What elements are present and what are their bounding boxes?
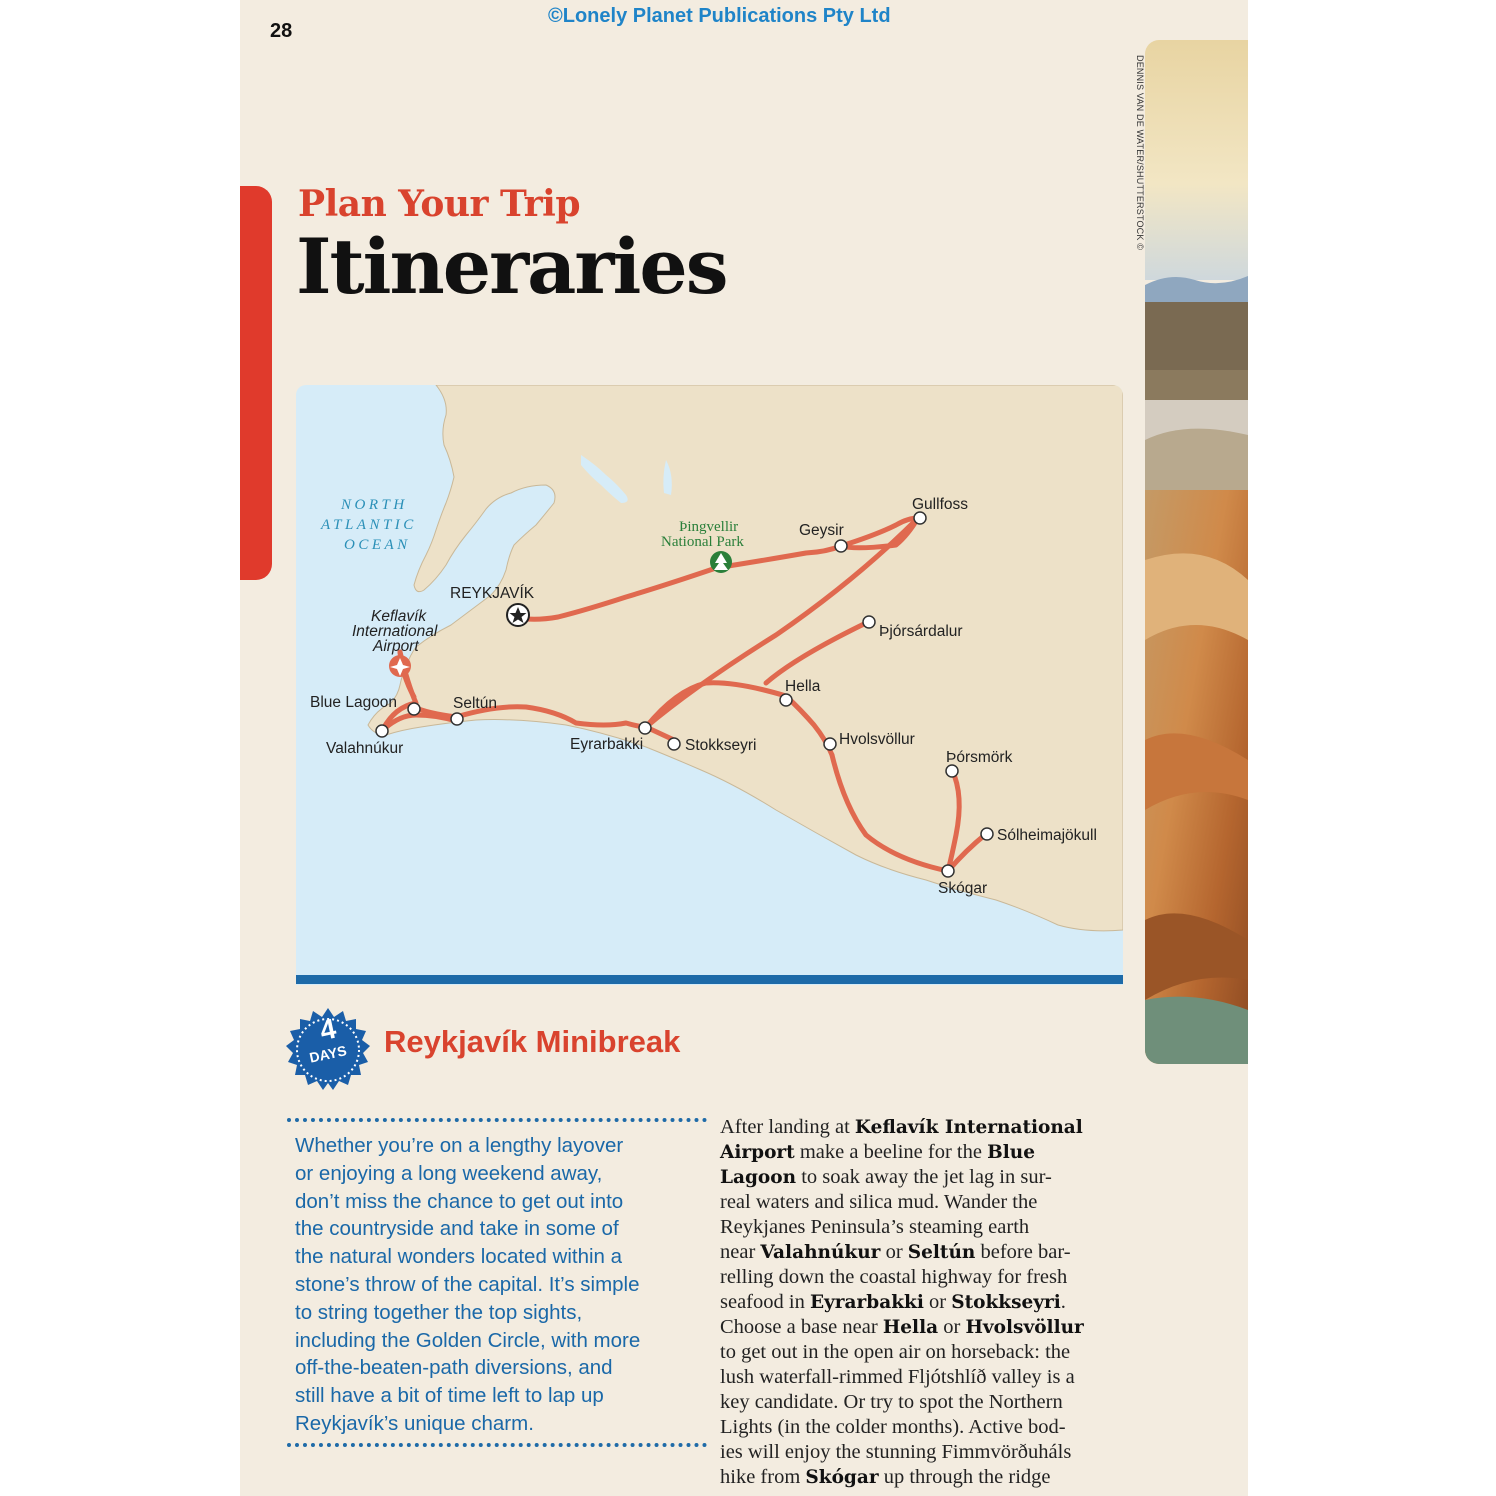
thorsmork-label: Þórsmörk [946, 749, 1013, 766]
marker-stokkseyri [668, 738, 680, 750]
marker-thjorsardalur [863, 616, 875, 628]
marker-thorsmork [946, 765, 958, 777]
duration-badge [284, 1006, 372, 1094]
park-label-2: National Park [661, 534, 744, 550]
intro-bottom-divider [287, 1443, 707, 1447]
section-kicker: Plan Your Trip [298, 183, 581, 225]
park-label-1: Þingvellir [679, 519, 739, 535]
marker-hella [780, 694, 792, 706]
ocean-label-3: OCEAN [344, 537, 411, 553]
ocean-label-2: ATLANTIC [321, 517, 417, 533]
marker-hvolsvollur [824, 738, 836, 750]
hvolsvollur-label: Hvolsvöllur [839, 731, 915, 748]
map-graphic [296, 385, 1123, 985]
marker-seltun [451, 713, 463, 725]
park-marker [710, 551, 732, 573]
eyrarbakki-label: Eyrarbakki [570, 736, 644, 753]
body-text: After landing at Keflavík International Airport make a beeline for the Blue Lagoon to soak away the jet lag in sur- real waters and silica mud. Wander the Reykjanes Peninsula’s steaming earth near Valahnúkur or Seltún before bar- relling down the coastal highway for fresh seafood in Eyrarbakki or Stokkseyri. Choose a base near Hella or Hvolsvöllur to get out in the open air on horseback: the lush waterfall-rimmed Fljótshlíð valley is a key candidate. Or try to spot the Northern Lights (in the colder months). Active bod- ies will enjoy the stunning Fimmvörðuháls hike from Skógar up through the ridge [720, 1116, 1084, 1488]
thjorsardalur-label: Þjórsárdalur [879, 623, 963, 640]
copyright-notice: ©Lonely Planet Publications Pty Ltd [548, 5, 891, 27]
solheimajokull-label: Sólheimajökull [997, 827, 1097, 844]
badge-number: 4 [317, 1012, 339, 1047]
blue-lagoon-label: Blue Lagoon [310, 694, 398, 711]
route-title: Reykjavík Minibreak [384, 1024, 681, 1059]
marker-geysir [835, 540, 847, 552]
ocean-label-1: NORTH [341, 497, 408, 513]
airport-label-2: International [352, 623, 438, 640]
airport-label-3: Airport [373, 638, 419, 655]
landscape-photo [1145, 40, 1248, 1064]
badge-unit: DAYS [307, 1042, 349, 1066]
map-bottom-bar [296, 975, 1123, 984]
capital-label: REYKJAVÍK [450, 585, 535, 602]
marker-gullfoss [914, 512, 926, 524]
marker-blue-lagoon [408, 703, 420, 715]
hella-label: Hella [785, 678, 821, 695]
marker-solheimajokull [981, 828, 993, 840]
photo-credit: DENNIS VAN DE WATER/SHUTTERSTOCK © [1135, 55, 1145, 251]
itinerary-map [296, 385, 1123, 985]
valahnukur-label: Valahnúkur [326, 740, 404, 757]
marker-eyrarbakki [639, 722, 651, 734]
capital-marker [507, 604, 529, 626]
geysir-label: Geysir [799, 522, 844, 539]
page-title: Itineraries [296, 222, 727, 311]
intro-text: Whether you’re on a lengthy layover or enjoying a long weekend away, don’t miss the chance to get out into the countryside and take in some of the natural wonders located within a stone’s throw of the capital. It’s simple to string together the top sights, including the Golden Circle, with more off-the-beaten-path diversions, and still have a bit of time left to lap up Reykjavík’s unique charm. [295, 1134, 641, 1435]
page-number: 28 [270, 20, 293, 42]
skogar-label: Skógar [938, 880, 988, 897]
gullfoss-label: Gullfoss [912, 496, 968, 513]
airport-label-1: Keflavík [371, 608, 427, 625]
marker-valahnukur [376, 725, 388, 737]
section-tab [240, 186, 272, 580]
stokkseyri-label: Stokkseyri [685, 737, 757, 754]
seltun-label: Seltún [453, 695, 497, 712]
intro-top-divider [287, 1118, 707, 1122]
marker-skogar [942, 865, 954, 877]
